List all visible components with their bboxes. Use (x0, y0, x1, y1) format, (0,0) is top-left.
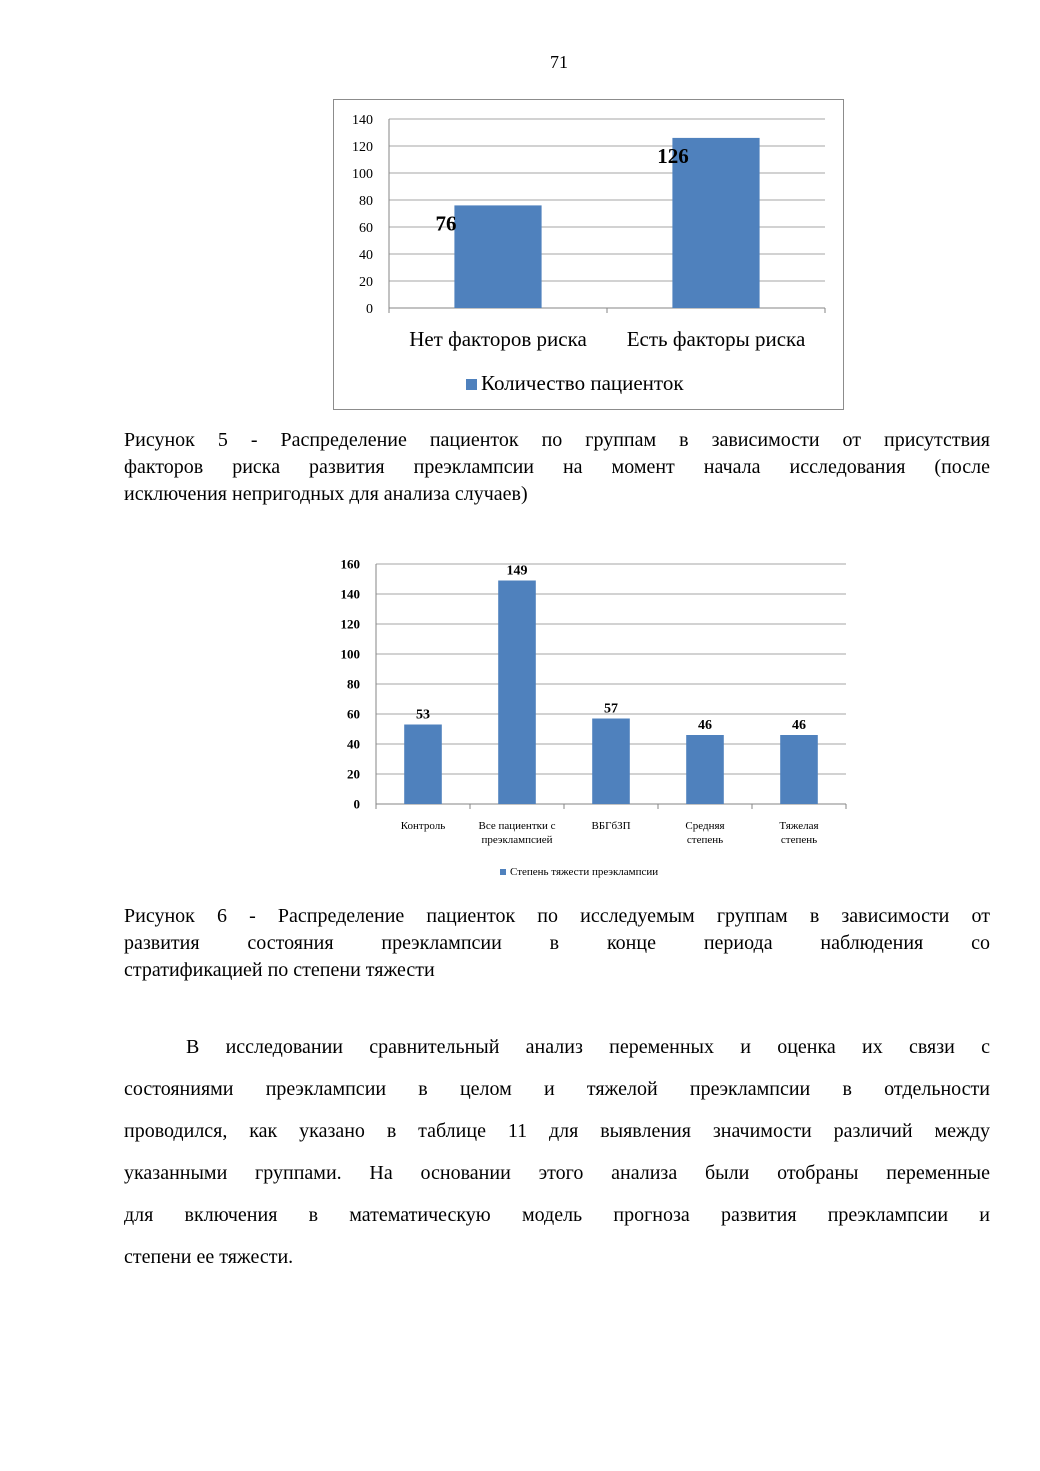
data-label: 53 (416, 707, 430, 723)
caption-line: развития состояния преэклампсии в конце периода наблюдения со (124, 932, 990, 954)
category-label: степень (780, 834, 818, 846)
bar (780, 735, 818, 804)
y-tick-label: 160 (340, 556, 360, 572)
bar (404, 725, 442, 805)
caption-line: Рисунок 5 - Распределение пациенток по группам в зависимости от присутствия (124, 429, 990, 451)
data-label: 57 (604, 701, 618, 717)
y-tick-label: 80 (359, 193, 373, 209)
chart-figure-5 (333, 99, 844, 410)
legend-label: Степень тяжести преэклампсии (510, 866, 659, 878)
y-tick-label: 40 (347, 736, 360, 752)
category-label: ВБГбЗП (591, 820, 631, 832)
legend (500, 866, 658, 878)
y-tick-label: 60 (347, 706, 360, 722)
caption-line: факторов риска развития преэклампсии на момент начала исследования (после (124, 456, 990, 478)
paragraph-line: для включения в математическую модель прогноза развития преэклампсии и (124, 1204, 990, 1226)
data-label: 126 (657, 143, 689, 168)
caption-line: Рисунок 6 - Распределение пациенток по исследуемым группам в зависимости от (124, 905, 990, 927)
caption-line: стратификацией по степени тяжести (124, 959, 435, 981)
legend-swatch (466, 379, 477, 390)
data-label: 76 (435, 211, 457, 236)
bar-chart-severity (330, 548, 860, 883)
legend (466, 371, 684, 395)
y-tick-label: 40 (359, 247, 373, 263)
category-label: Все пациентки с (478, 820, 556, 832)
bar (686, 735, 724, 804)
category-label: степень (686, 834, 724, 846)
y-tick-label: 100 (340, 646, 360, 662)
body-paragraph (124, 1026, 990, 1278)
paragraph-line: степени ее тяжести. (124, 1246, 294, 1268)
data-label: 149 (506, 563, 528, 579)
y-tick-label: 20 (347, 766, 360, 782)
y-tick-label: 120 (340, 616, 360, 632)
y-tick-label: 60 (359, 220, 373, 236)
paragraph-line: указанными группами. На основании этого анализа были отобраны переменные (124, 1162, 990, 1184)
y-tick-label: 0 (366, 301, 373, 317)
bar (454, 205, 541, 308)
category-label: Есть факторы риска (626, 327, 806, 351)
bar-chart-risk-factors (334, 100, 843, 409)
y-tick-label: 0 (353, 796, 360, 812)
figure-5-caption (124, 427, 990, 508)
y-tick-label: 80 (347, 676, 360, 692)
y-tick-label: 120 (352, 139, 373, 155)
bar (592, 719, 630, 805)
category-label: преэклампсией (481, 834, 553, 846)
data-label: 46 (698, 718, 712, 733)
legend-label: Количество пациенток (481, 371, 684, 395)
y-tick-label: 100 (352, 166, 373, 182)
page-number: 71 (550, 52, 568, 72)
category-label: Тяжелая (779, 820, 819, 832)
caption-line: исключения непригодных для анализа случаев) (124, 483, 528, 505)
data-label: 46 (792, 718, 806, 733)
paragraph-line: проводился, как указано в таблице 11 для выявления значимости различий между (124, 1120, 990, 1142)
legend-swatch (500, 869, 506, 875)
y-tick-label: 140 (352, 112, 373, 128)
category-label: Контроль (400, 820, 446, 832)
category-label: Средняя (685, 820, 725, 832)
figure-6-caption (124, 903, 990, 984)
bar (498, 581, 536, 805)
paragraph-line: состояниями преэклампсии в целом и тяжелой преэклампсии в отдельности (124, 1078, 990, 1100)
paragraph-line: В исследовании сравнительный анализ переменных и оценка их связи с (186, 1036, 990, 1058)
y-tick-label: 20 (359, 274, 373, 290)
chart-figure-6 (330, 548, 860, 883)
y-tick-label: 140 (340, 586, 360, 602)
category-label: Нет факторов риска (409, 327, 587, 351)
